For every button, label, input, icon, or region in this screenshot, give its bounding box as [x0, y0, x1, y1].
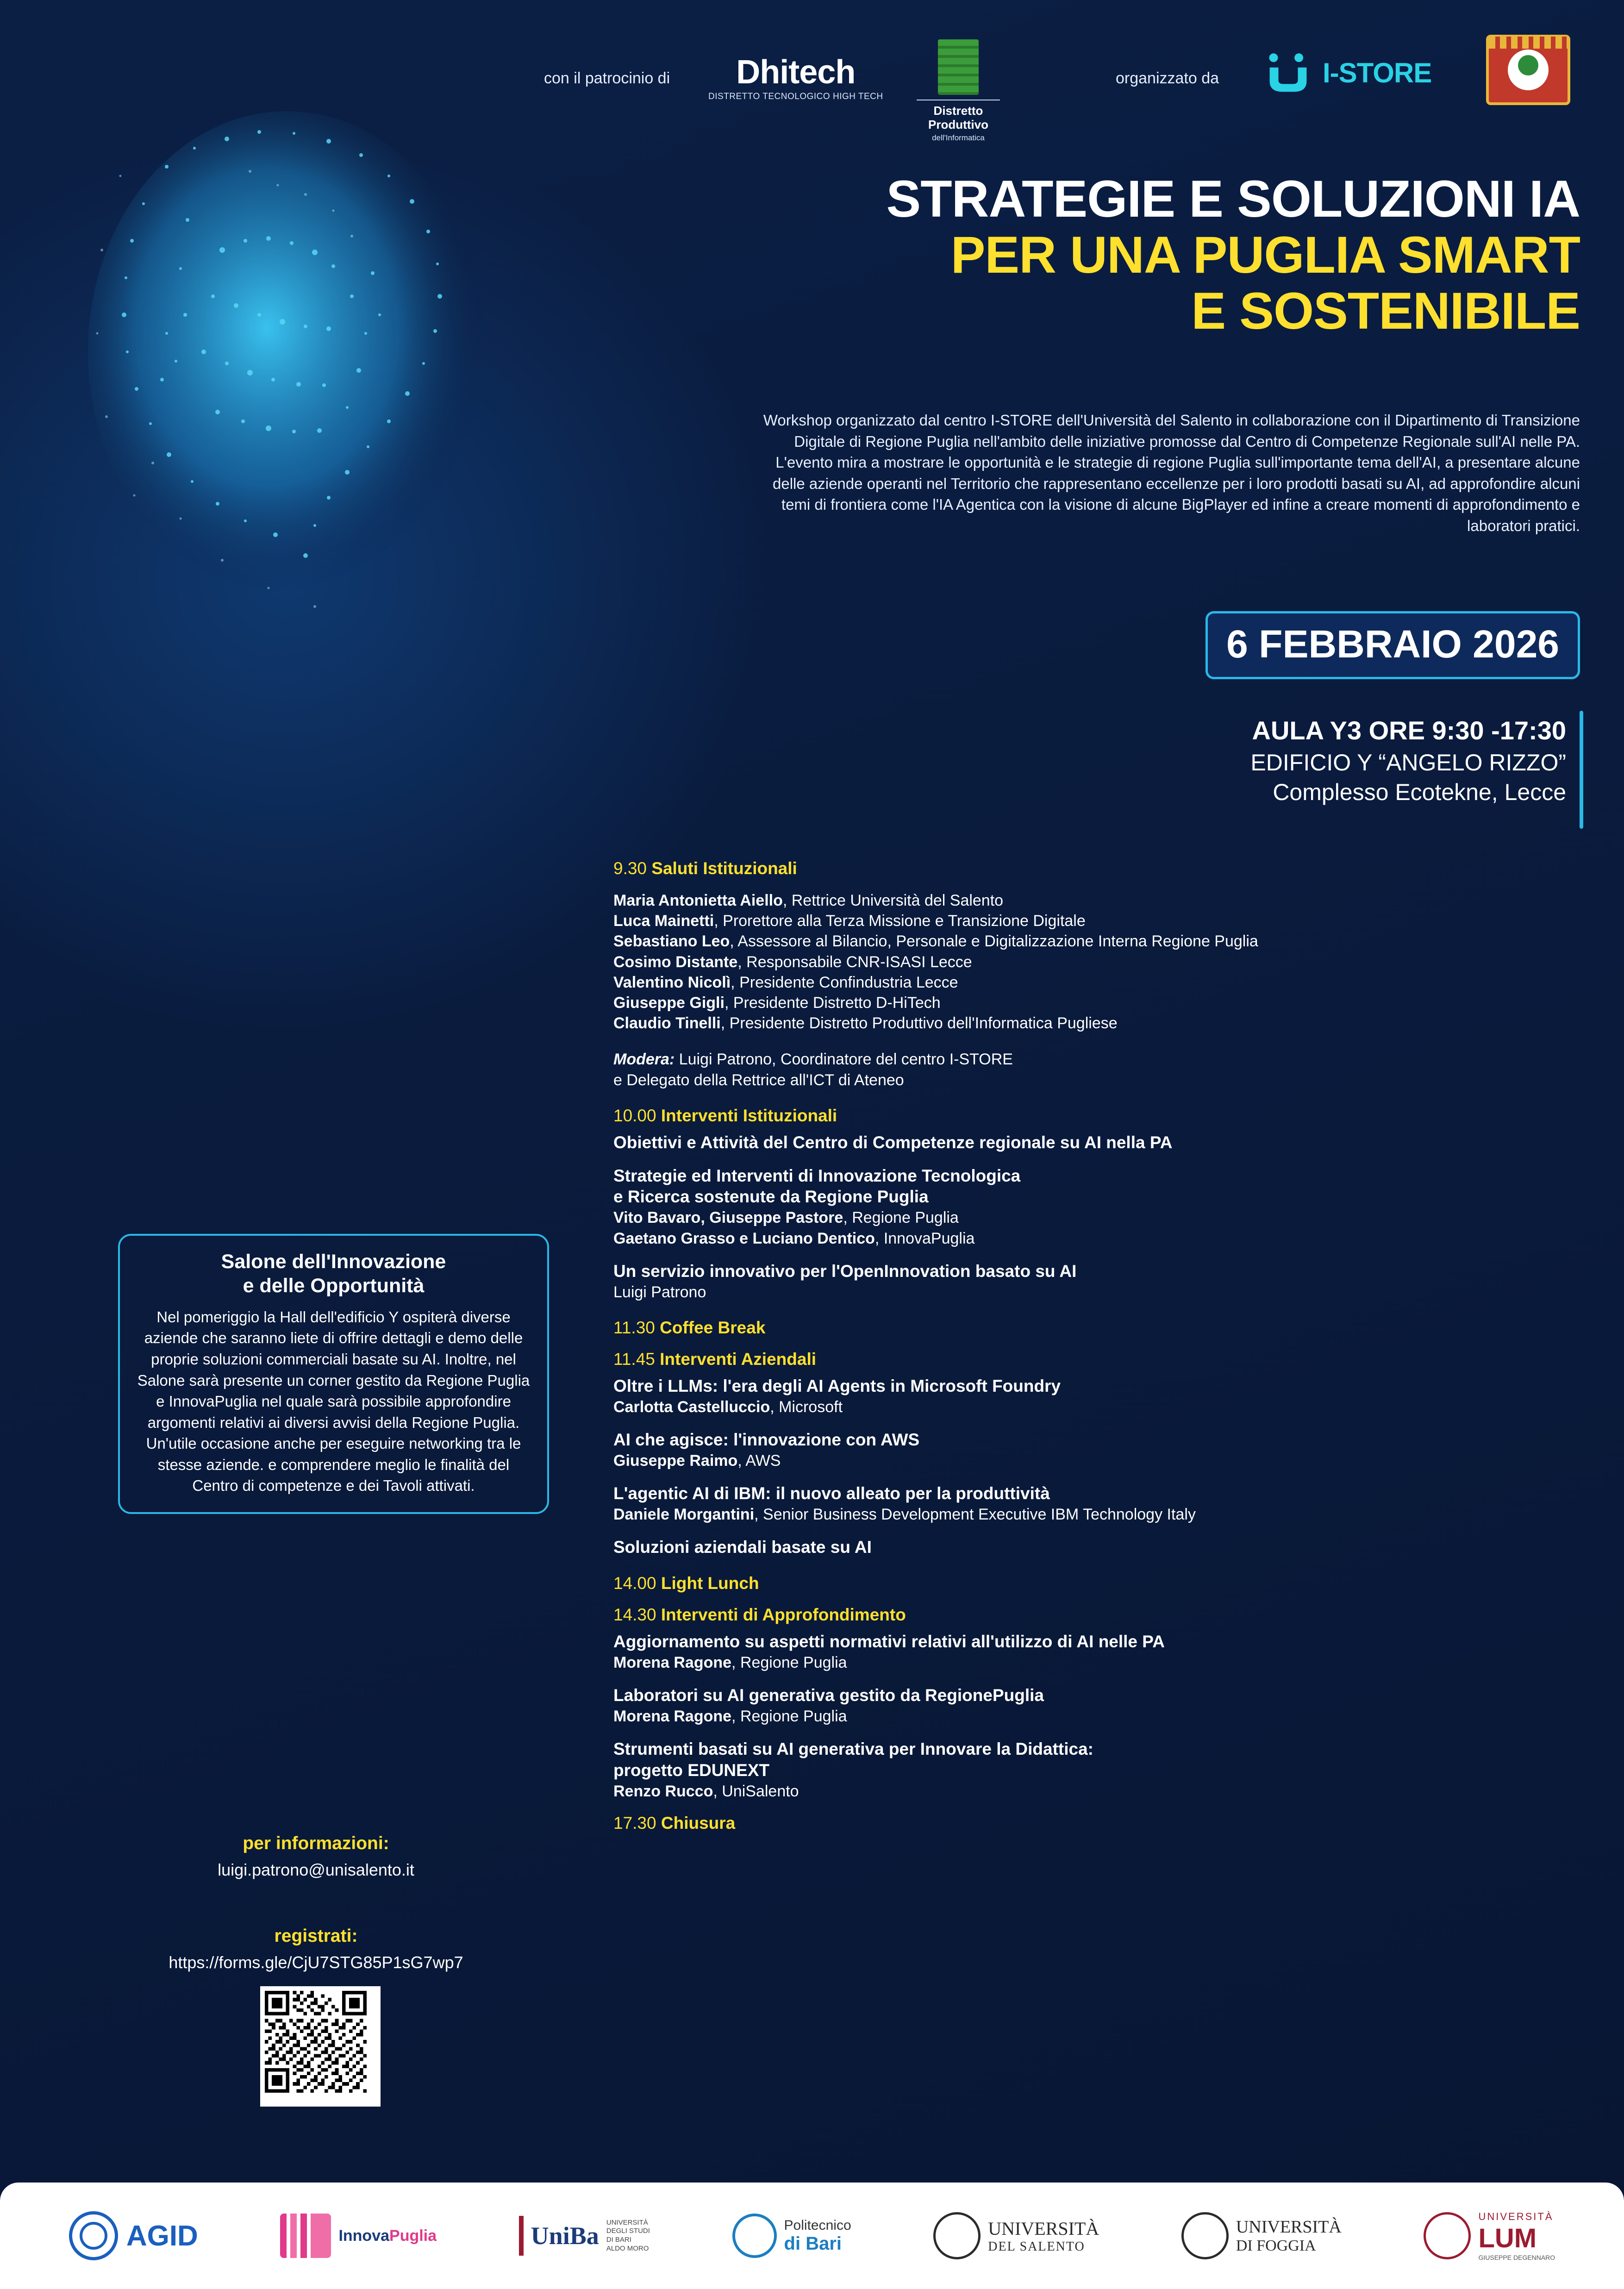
unifoggia-label-2: DI FOGGIA [1236, 2237, 1316, 2254]
slot-time-1130: 11.30 [613, 1318, 655, 1337]
speaker-row [613, 972, 1586, 993]
speaker-name: Morena Ragone [613, 1707, 732, 1725]
speaker-row [613, 1228, 1586, 1249]
slot-time-0930: 9.30 [613, 859, 647, 878]
moderator-label: Modera: [613, 1051, 675, 1069]
patrocinio-label: con il patrocinio di [544, 69, 670, 87]
talk-title: Un servizio innovativo per l'OpenInnovation basato su AI [613, 1261, 1077, 1281]
title-line-2: PER UNA PUGLIA SMART [950, 225, 1580, 284]
salone-body: Nel pomeriggio la Hall dell'edificio Y ospiterà diverse aziende che saranno liete di offrire dettagli e demo delle proprie soluzioni commerciali basate su AI. Inoltre, nel Salone sarà presente un corner gestito da Regione Puglia e InnovaPuglia nel quale sarà possibile approfondire argomenti relativi ai diversi avvisi della Regione Puglia. Un'utile occasione anche per eseguire networking tra le stesse aziende. e comprendere meglio le finalità del Centro di competenze e dei Tavoli attivati. [137, 1308, 530, 1495]
distretto-line1: Distretto [933, 104, 983, 118]
moderator-row-2: e Delegato della Rettrice all'ICT di Ateneo [613, 1071, 904, 1089]
speaker-row [613, 1013, 1586, 1033]
lum-logo [1424, 2211, 1555, 2261]
speaker-role: , Regione Puglia [731, 1707, 847, 1725]
talk-title-2: e Ricerca sostenute da Regione Puglia [613, 1187, 929, 1207]
speaker-role: , Regione Puglia [843, 1209, 959, 1227]
date-badge [1206, 611, 1580, 679]
innova-part-2: Puglia [389, 2226, 437, 2245]
talk-title: L'agentic AI di IBM: il nuovo alleato per la produttività [613, 1483, 1050, 1503]
speaker-role: , Presidente Distretto Produttivo dell'Informatica Pugliese [720, 1014, 1118, 1032]
registration-block [118, 1926, 514, 1972]
politecnico-label-1: Politecnico [784, 2217, 851, 2233]
venue-building: EDIFICIO Y “ANGELO RIZZO” [1250, 750, 1566, 776]
speaker-role: , Responsabile CNR-ISASI Lecce [737, 953, 972, 971]
talk-title: AI che agisce: l'innovazione con AWS [613, 1430, 920, 1449]
olive-tree-icon [1508, 50, 1549, 90]
innovapuglia-label [338, 2227, 437, 2245]
qr-code[interactable] [260, 1986, 381, 2107]
registration-url[interactable]: https://forms.gle/CjU7STG85P1sG7wp7 [169, 1953, 463, 1972]
speaker-row [613, 890, 1586, 911]
speaker-row [613, 911, 1586, 931]
speaker-row [613, 1781, 1586, 1801]
talk-title: Strategie ed Interventi di Innovazione Tecnologica [613, 1166, 1021, 1185]
unifoggia-logo [1181, 2212, 1342, 2259]
speaker-name: Giuseppe Gigli [613, 994, 725, 1012]
slot-title-coffee: Coffee Break [660, 1318, 766, 1337]
speaker-name: Gaetano Grasso e Luciano Dentico [613, 1229, 875, 1247]
politecnico-mark-icon [732, 2214, 777, 2258]
organizzato-label: organizzato da [1116, 69, 1219, 87]
regione-crest-icon [1489, 37, 1568, 49]
speaker-role: , Presidente Confindustria Lecce [731, 973, 958, 991]
unisalento-seal-icon [933, 2212, 981, 2259]
slot-time-1000: 10.00 [613, 1106, 656, 1125]
slot-time-1145: 11.45 [613, 1349, 655, 1369]
innovapuglia-mark-icon [280, 2214, 331, 2258]
speaker-name: Claudio Tinelli [613, 1014, 721, 1032]
uniba-mark-icon [519, 2216, 524, 2256]
speaker-role: , Prorettore alla Terza Missione e Transizione Digitale [714, 912, 1086, 930]
program-slot-time [613, 1605, 1586, 1625]
speaker-name: Carlotta Castelluccio [613, 1398, 770, 1416]
agid-mark-icon [69, 2211, 118, 2260]
talk-title: Laboratori su AI generativa gestito da RegionePuglia [613, 1685, 1044, 1705]
distretto-produttivo-logo [898, 39, 1018, 143]
salone-title-line2: e delle Opportunità [243, 1275, 425, 1297]
unifoggia-seal-icon [1181, 2212, 1229, 2259]
talk-title: Soluzioni aziendali basate su AI [613, 1537, 872, 1557]
sponsor-bar [0, 0, 1624, 142]
talk-title: Obiettivi e Attività del Centro di Competenze regionale su AI nella PA [613, 1132, 1173, 1152]
istore-label: I-STORE [1323, 57, 1432, 88]
salone-box [118, 1234, 549, 1514]
dhitech-name: Dhitech [736, 54, 856, 91]
speaker-role: , Senior Business Development Executive IBM Technology Italy [754, 1505, 1196, 1523]
speaker-name: Giuseppe Raimo [613, 1451, 738, 1470]
program-slot-time [613, 1814, 1586, 1833]
lum-mark-icon [1424, 2212, 1471, 2259]
contact-email[interactable]: luigi.patrono@unisalento.it [218, 1860, 414, 1879]
uniba-label: UniBa [531, 2222, 599, 2250]
speaker-row: Luigi Patrono [613, 1283, 706, 1301]
program-slot-time [613, 1106, 1586, 1126]
speaker-name: Luca Mainetti [613, 912, 714, 930]
slot-time-1400: 14.00 [613, 1573, 656, 1593]
speaker-name: Cosimo Distante [613, 953, 738, 971]
talk-title: Oltre i LLMs: l'era degli AI Agents in Microsoft Foundry [613, 1376, 1061, 1395]
event-date: 6 FEBBRAIO 2026 [1226, 622, 1559, 666]
speaker-name: Maria Antonietta Aiello [613, 892, 783, 909]
speaker-role: , Assessore al Bilancio, Personale e Digitalizzazione Interna Regione Puglia [730, 932, 1258, 951]
talk-title-2: progetto EDUNEXT [613, 1760, 770, 1780]
istore-mark-icon [1264, 51, 1312, 95]
speaker-row [613, 1397, 1586, 1417]
slot-time-1730: 17.30 [613, 1813, 656, 1832]
uniba-sub3: DI BARI [606, 2236, 631, 2244]
info-label: per informazioni: [243, 1833, 389, 1853]
uniba-sublabel [606, 2219, 650, 2253]
slot-title-saluti: Saluti Istituzionali [651, 859, 797, 878]
unisalento-label-1: UNIVERSITÀ [988, 2218, 1099, 2239]
innova-part-1: Innova [338, 2226, 390, 2245]
speaker-row [613, 1451, 1586, 1471]
uniba-sub1: UNIVERSITÀ [606, 2218, 648, 2226]
speaker-row [613, 993, 1586, 1013]
moderator-row [613, 1049, 1586, 1069]
program-slot-time [613, 1350, 1586, 1369]
speaker-role: , UniSalento [713, 1782, 799, 1800]
slot-title-approfondimento: Interventi di Approfondimento [661, 1605, 906, 1624]
dhitech-logo [708, 56, 883, 102]
salone-title-line1: Salone dell'Innovazione [221, 1251, 446, 1273]
speaker-name: Morena Ragone [613, 1653, 732, 1671]
speaker-row [613, 1652, 1586, 1673]
speaker-name: Renzo Rucco [613, 1782, 713, 1800]
speaker-role: , AWS [737, 1451, 781, 1470]
politecnico-label-2: di Bari [784, 2233, 842, 2254]
speaker-role: , InnovaPuglia [874, 1229, 975, 1247]
contact-info-block [118, 1833, 514, 1880]
speaker-name: Vito Bavaro, Giuseppe Pastore [613, 1209, 843, 1227]
uniba-sub4: ALDO MORO [606, 2244, 649, 2252]
dhitech-subtitle: DISTRETTO TECNOLOGICO HIGH TECH [708, 92, 883, 101]
registration-label: registrati: [274, 1926, 358, 1946]
speaker-name: Sebastiano Leo [613, 932, 730, 951]
slot-time-1430: 14.30 [613, 1605, 656, 1624]
speaker-row [613, 1504, 1586, 1525]
slot-title-istituzionali: Interventi Istituzionali [661, 1106, 837, 1125]
venue-room-time: AULA Y3 ORE 9:30 -17:30 [1252, 716, 1566, 745]
unisalento-label-2: DEL SALENTO [988, 2239, 1085, 2254]
footer-logo-bar [0, 2183, 1624, 2289]
regione-puglia-logo [1486, 35, 1570, 105]
venue-accent-bar [1580, 711, 1583, 829]
innovapuglia-logo [280, 2214, 437, 2258]
slot-title-lunch: Light Lunch [661, 1573, 759, 1593]
politecnico-bari-logo [732, 2214, 851, 2258]
lum-label-3: GIUSEPPE DEGENNARO [1478, 2253, 1555, 2261]
speaker-role: , Presidente Distretto D-HiTech [724, 994, 941, 1012]
speaker-role: , Regione Puglia [731, 1653, 847, 1671]
page-title [571, 171, 1580, 339]
speaker-row [613, 952, 1586, 972]
lum-label-2: LUM [1478, 2223, 1537, 2253]
uniba-sub2: DEGLI STUDI [606, 2227, 650, 2235]
speaker-row [613, 1706, 1586, 1726]
talk-title: Aggiornamento su aspetti normativi relativi all'utilizzo di AI nelle PA [613, 1632, 1165, 1651]
program-slot-time [613, 859, 1586, 878]
speaker-role: , Rettrice Università del Salento [782, 892, 1004, 909]
slot-title-aziendali: Interventi Aziendali [660, 1349, 817, 1369]
program-schedule [613, 859, 1586, 1833]
speaker-name: Valentino Nicolì [613, 973, 731, 991]
talk-title: Strumenti basati su AI generativa per Innovare la Didattica: [613, 1739, 1093, 1758]
venue-block [1250, 715, 1566, 806]
program-slot-time [613, 1574, 1586, 1593]
intro-paragraph: Workshop organizzato dal centro I-STORE dell'Università del Salento in collaborazione con il Dipartimento di Transizione Digitale di Regione Puglia nell'ambito delle iniziative promosse dal Centro di Competenze Regionale sull'AI nelle PA. L'evento mira a mostrare le opportunità e le strategie di regione Puglia sull'importante tema dell'AI, a presentare alcune delle aziende operanti nel Territorio che rappresentano eccellenze per i loro prodotti basati su AI, ad approfondire alcuni temi di frontiera come l'IA Agentica con la visione di alcune BigPlayer ed infine a creare momenti di approfondimento e laboratori pratici. [763, 412, 1580, 534]
moderator-name: Luigi Patrono, Coordinatore del centro I-STORE [675, 1051, 1013, 1069]
title-line-3: E SOSTENIBILE [1191, 281, 1580, 340]
unifoggia-label-1: UNIVERSITÀ [1236, 2217, 1342, 2237]
title-line-1: STRATEGIE E SOLUZIONI IA [886, 170, 1580, 228]
venue-campus: Complesso Ecotekne, Lecce [1273, 779, 1566, 805]
speaker-name: Daniele Morgantini [613, 1505, 755, 1523]
istore-logo [1264, 51, 1431, 95]
distretto-mark-icon [938, 39, 979, 95]
lum-label-1: UNIVERSITÀ [1478, 2210, 1554, 2222]
agid-logo [69, 2211, 198, 2260]
slot-title-chiusura: Chiusura [661, 1813, 736, 1832]
unisalento-logo [933, 2212, 1099, 2259]
dotted-head-illustration [28, 56, 606, 750]
agid-label: AGID [126, 2220, 198, 2252]
uniba-logo [519, 2216, 650, 2256]
distretto-line3: dell'Informatica [932, 133, 985, 142]
speaker-role: , Microsoft [770, 1398, 843, 1416]
speaker-row [613, 931, 1586, 951]
distretto-line2: Produttivo [928, 117, 988, 131]
speaker-row [613, 1207, 1586, 1228]
program-slot-time [613, 1318, 1586, 1338]
